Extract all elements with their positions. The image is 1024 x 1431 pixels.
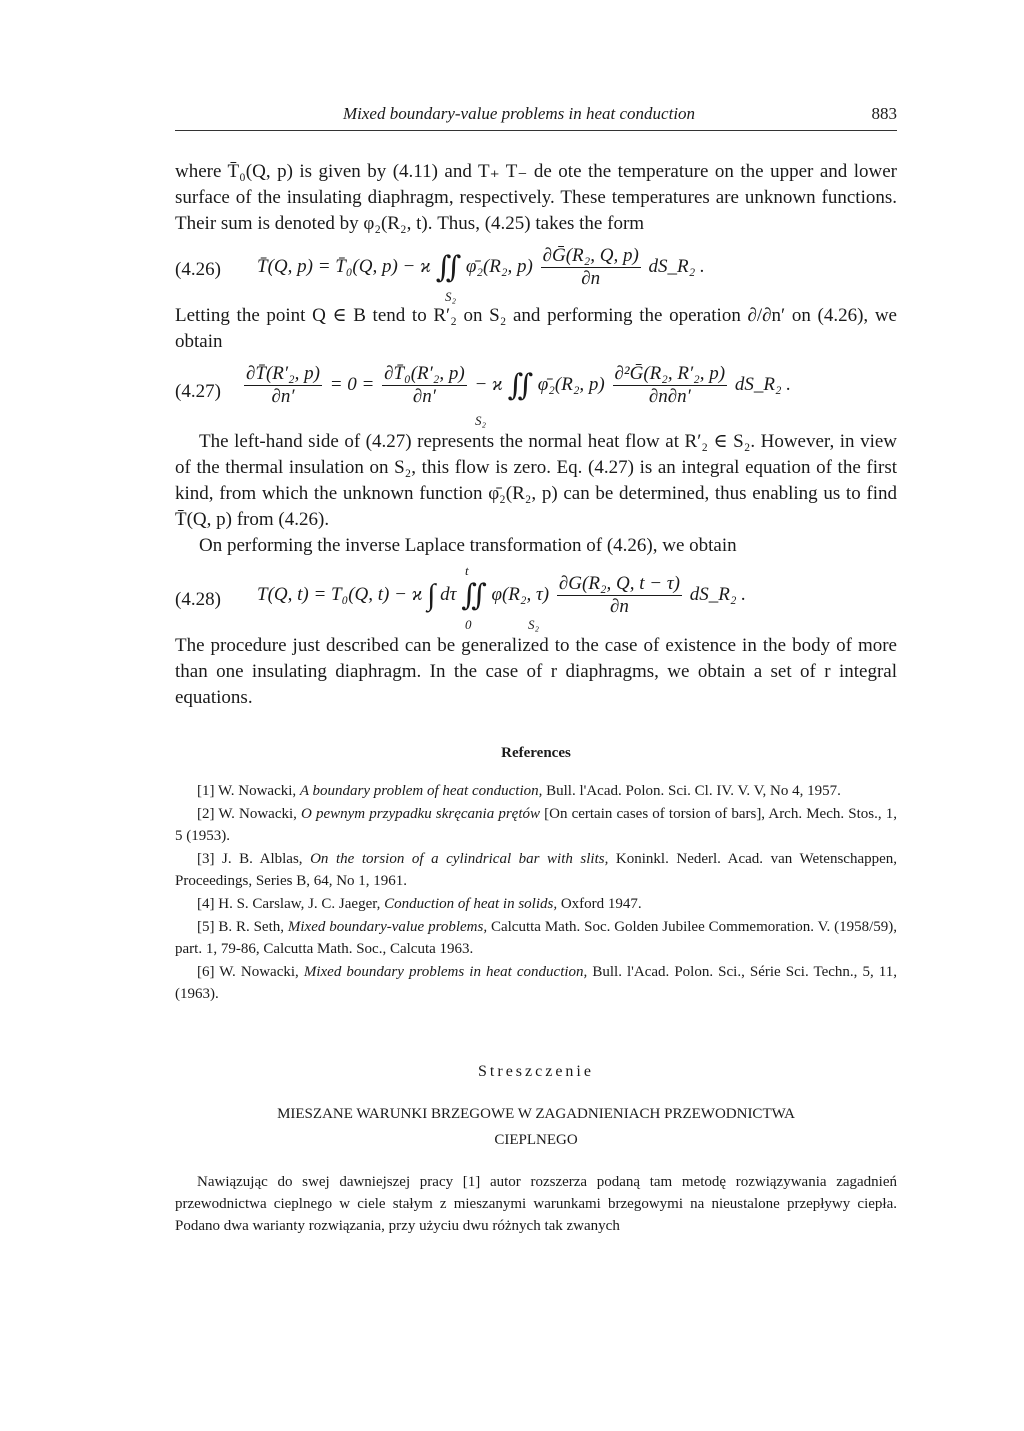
equation-number: (4.27) [175, 381, 221, 402]
fraction-denominator: ∂n [610, 596, 629, 617]
fraction-denominator: ∂n′ [271, 386, 295, 407]
double-integral-sign: ∬ [435, 251, 462, 284]
reference-item [175, 803, 897, 847]
eq-fraction-mid [382, 363, 467, 408]
reference-item [175, 893, 897, 915]
integral-region: S₂ [445, 289, 457, 304]
references-heading: References [501, 745, 571, 761]
fraction-denominator: ∂n∂n′ [648, 386, 691, 407]
abstract-heading: Streszczenie [478, 1063, 594, 1080]
ref-author: [1] W. Nowacki, [197, 783, 300, 799]
running-title: Mixed boundary-value problems in heat conduction [343, 104, 696, 123]
paragraph-4: On performing the inverse Laplace transformation of (4.26), we obtain [199, 535, 737, 556]
abstract-title [175, 1101, 897, 1153]
ref-title: Mixed boundary problems in heat conduction, [303, 964, 588, 980]
ref-author: [2] W. Nowacki, [197, 806, 302, 822]
ref-source: [On certain cases of torsion of bars], Arch. Mech. Stos., 1, 5 (1953). [175, 806, 897, 844]
reference-item [175, 848, 897, 892]
eq-integrand: φ(R₂, τ) [491, 583, 550, 605]
eq-lhs: T(Q, t) = T₀(Q, t) − ϰ [257, 583, 423, 605]
reference-item [175, 916, 897, 960]
references-list [175, 780, 897, 1005]
reference-item [175, 780, 897, 802]
page [175, 100, 897, 1252]
reference-item [175, 961, 897, 1005]
eq-differential: dS_R₂ . [648, 255, 705, 277]
eq-differential: dS_R₂ . [689, 583, 746, 605]
ref-title: O pewnym przypadku skręcania prętów [301, 806, 540, 822]
integral-region: S₂ [528, 617, 540, 632]
equation-body [241, 363, 791, 408]
eq-integrand: φ̄₂(R₂, p) [465, 255, 533, 277]
eq-fraction-rhs [613, 363, 728, 408]
eq-lhs: T̄(Q, p) = T̄₀(Q, p) − ϰ [257, 255, 431, 277]
ref-title: On the torsion of a cylindrical bar with slits, [310, 851, 609, 867]
ref-title: Mixed boundary-value problems, [287, 919, 488, 935]
ref-source: Oxford 1947. [557, 896, 642, 912]
paragraph-3: The left-hand side of (4.27) represents the normal heat flow at R′₂ ∈ S₂. However, in view of the thermal insulation on S₂, this flow is zero. Eq. (4.27) is an integral equation of the first kind, from which the unknown function φ̄₂(R₂, p) can be determined, thus enabling us to find T̄(Q, p) from (4.26). [175, 431, 897, 530]
eq-minus: − ϰ [474, 373, 503, 395]
eq-equals-zero: = 0 = [329, 373, 375, 395]
eq-differential: dS_R₂ . [734, 373, 792, 395]
integral-lower-limit: 0 [465, 617, 472, 632]
page-number: 883 [871, 104, 897, 123]
eq-fraction [557, 573, 682, 618]
ref-source: Calcutta Math. Soc. Golden Jubilee Commemoration. V. (1958/59), part. 1, 79-86, Calcutta Math. Soc., Calcuta 1963. [175, 919, 898, 957]
ref-source: Koninkl. Nederl. Acad. van Wetenschappen, Proceedings, Series B, 64, No 1, 1961. [175, 851, 898, 889]
running-head [175, 100, 897, 131]
equation-body [257, 573, 746, 618]
abstract-title-line-2: CIEPLNEGO [494, 1132, 578, 1148]
equation-4-27 [175, 355, 897, 428]
fraction-numerator: ∂Ḡ(R₂, Q, p) [542, 245, 639, 266]
eq-fraction-lhs [244, 363, 322, 408]
fraction-numerator: ∂G(R₂, Q, t − τ) [558, 573, 680, 594]
integral-upper-limit: t [465, 563, 469, 578]
ref-author: [5] B. R. Seth, [197, 919, 288, 935]
eq-integrand: φ̄₂(R₂, p) [537, 373, 605, 395]
equation-4-26 [175, 237, 897, 303]
fraction-numerator: ∂T̄₀(R′₂, p) [384, 363, 465, 384]
paragraph-2: Letting the point Q ∈ B tend to R′₂ on S₂ and performing the operation ∂/∂n′ on (4.26), we obtain [175, 305, 897, 352]
equation-body [257, 245, 705, 290]
eq-fraction [541, 245, 641, 290]
fraction-denominator: ∂n′ [412, 386, 436, 407]
equation-4-28 [175, 559, 897, 633]
double-integral-sign: ∬ [507, 369, 534, 402]
paragraph-1: where T̄₀(Q, p) is given by (4.11) and T₊ T₋ de ote the temperature on the upper and lower surface of the insulating diaphragm, respectively. These temperatures are unknown functions. Their sum is denoted by φ₂(R₂, t). Thus, (4.25) takes the form [175, 161, 897, 234]
paragraph-5: The procedure just described can be generalized to the case of existence in the body of more than one insulating diaphragm. In the case of r diaphragms, we obtain a set of r integral equations. [175, 635, 897, 708]
ref-source: Bull. l'Acad. Polon. Sci., Série Sci. Techn., 5, 11, (1963). [175, 964, 897, 1002]
abstract-title-line-1: MIESZANE WARUNKI BRZEGOWE W ZAGADNIENIACH PRZEWODNICTWA [277, 1106, 795, 1122]
integral-sign: ∫ [427, 578, 436, 612]
abstract-text: Nawiązując do swej dawniejszej pracy [1] autor rozszerza podaną tam metodę rozwiązywania zagadnień przewodnictwa cieplnego w ciele stałym z mieszanymi warunkami brzegowymi na nieustalone przepływy ciepła. Podano dwa warianty rozwiązania, przy użyciu dwu różnych tak zwanych [175, 1174, 897, 1234]
fraction-denominator: ∂n [581, 268, 601, 289]
fraction-numerator: ∂²Ḡ(R₂, R′₂, p) [614, 363, 726, 384]
ref-author: [6] W. Nowacki, [197, 964, 304, 980]
ref-title: A boundary problem of heat conduction, [299, 783, 543, 799]
equation-number: (4.26) [175, 259, 221, 280]
double-integral-sign: ∬ [461, 579, 487, 612]
integral-region: S₂ [475, 413, 487, 428]
ref-author: [3] J. B. Alblas, [197, 851, 311, 867]
ref-author: [4] H. S. Carslaw, J. C. Jaeger, [197, 896, 385, 912]
fraction-numerator: ∂T̄(R′₂, p) [246, 363, 320, 384]
ref-source: Bull. l'Acad. Polon. Sci. Cl. IV. V. V, No 4, 1957. [542, 783, 841, 799]
equation-number: (4.28) [175, 589, 221, 610]
ref-title: Conduction of heat in solids, [384, 896, 558, 912]
eq-dtau: dτ [440, 583, 457, 605]
